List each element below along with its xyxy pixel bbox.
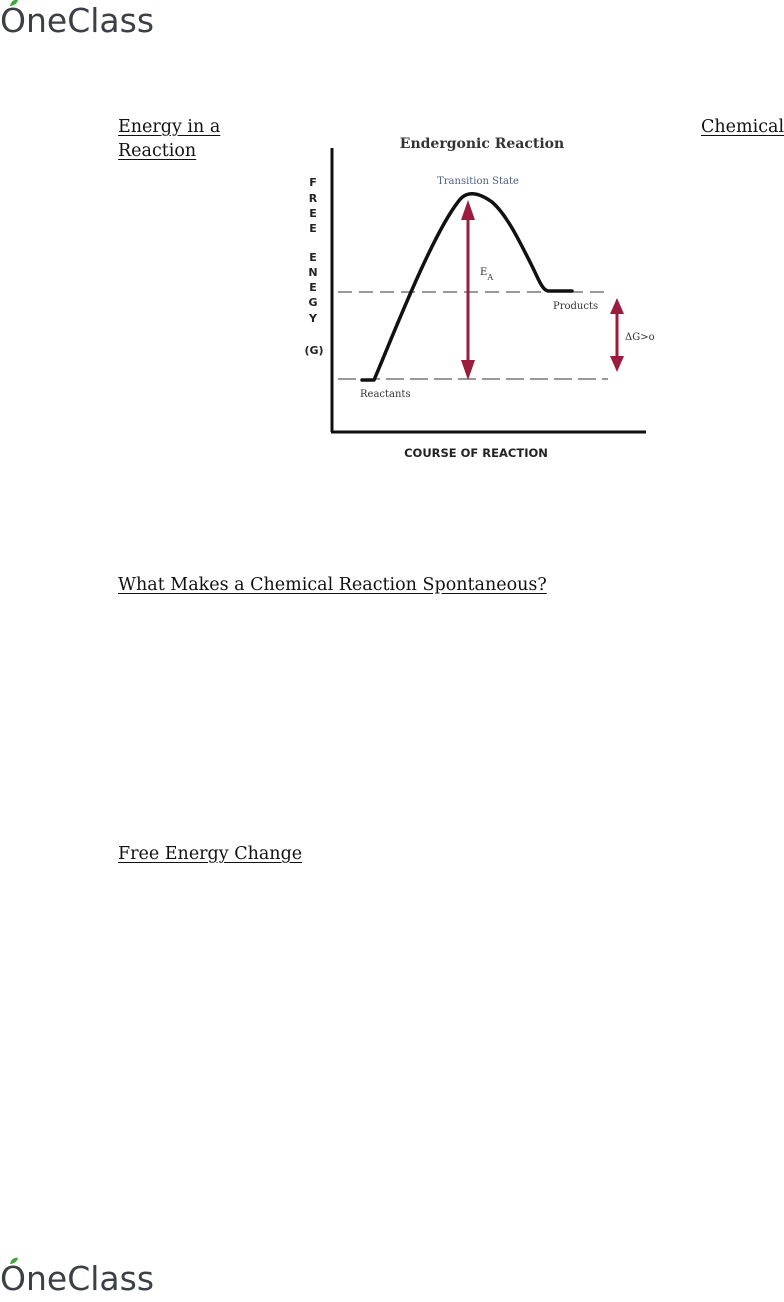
y-letter: E [309, 281, 317, 294]
activation-e: E [480, 267, 488, 278]
y-letter: E [309, 251, 317, 264]
activation-arrow-head-bottom [461, 360, 475, 380]
x-axis-label: Course of Reaction [404, 446, 548, 460]
delta-g-arrow-head-top [610, 298, 624, 314]
delta-g-label: ΔG>o [625, 332, 655, 343]
reactants-label: Reactants [360, 389, 411, 400]
y-letter: R [308, 192, 318, 205]
y-axis-symbol: (G) [304, 344, 324, 357]
heading-energy-line2: Reaction [118, 141, 197, 161]
products-label: Products [553, 301, 599, 312]
activation-subscript: A [487, 273, 494, 282]
activation-arrow-head-top [461, 200, 475, 220]
y-letter: G [308, 296, 318, 309]
diagram-title: Endergonic Reaction [399, 136, 565, 152]
heading-free-energy-change: Free Energy Change [118, 844, 303, 864]
y-letter: N [308, 266, 318, 279]
logo-text: OneClass [0, 1259, 155, 1298]
heading-energy-line1: Energy in a [118, 117, 221, 137]
transition-state-label: Transition State [437, 176, 519, 187]
oneclass-logo-bottom [0, 1258, 170, 1302]
oneclass-logo-top [0, 0, 170, 44]
y-letter: Y [309, 312, 317, 325]
heading-spontaneous: What Makes a Chemical Reaction Spontaneous? [118, 575, 547, 595]
logo-text: OneClass [0, 1, 155, 40]
activation-energy-label [480, 267, 493, 282]
y-letter: E [309, 222, 317, 235]
heading-energy-right: Chemical [701, 117, 784, 137]
delta-g-arrow-head-bottom [610, 356, 624, 372]
endergonic-reaction-diagram [280, 118, 680, 473]
diagram-svg [280, 118, 680, 473]
y-letter: F [309, 176, 317, 189]
y-letter: E [309, 207, 317, 220]
